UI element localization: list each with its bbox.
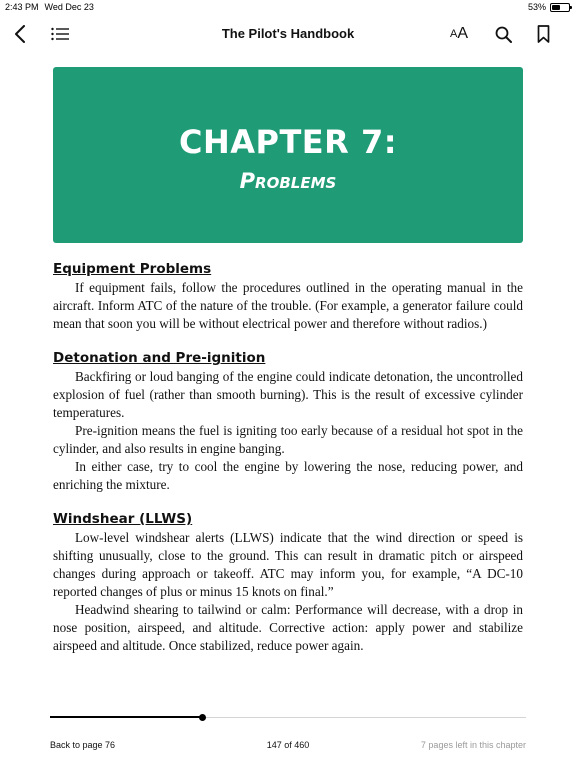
status-time: 2:43 PM <box>5 2 39 12</box>
paragraph: Backfiring or loud banging of the engine could indicate detonation, the uncontrolled explosion of fuel (rather than smooth burning). This is the result of excessive cylinder temperatures. <box>53 369 523 420</box>
section-equipment <box>53 259 523 333</box>
page-content <box>53 259 523 670</box>
status-time-date <box>5 2 100 12</box>
section-detonation <box>53 348 523 494</box>
page-counter: 147 of 460 <box>266 740 310 750</box>
status-date: Wed Dec 23 <box>44 2 94 12</box>
chapter-title: Problems <box>239 169 337 193</box>
section-heading: Windshear (LLWS) <box>53 511 193 527</box>
battery-percent: 53% <box>527 2 546 12</box>
paragraph: Pre-ignition means the fuel is igniting too early because of a residual hot spot in the cylinder, and also results in engine banging. <box>53 423 523 456</box>
status-bar <box>0 0 576 14</box>
section-windshear <box>53 509 523 655</box>
paragraph: Headwind shearing to tailwind or calm: Performance will decrease, with a drop in nose position, airspeed, and altitude. Corrective action: apply power and stabilize airspeed and altitude. Once stabilized, reduce power again. <box>53 602 523 653</box>
search-icon[interactable] <box>492 18 514 50</box>
paragraph: In either case, try to cool the engine by lowering the nose, reducing power, and enriching the mixture. <box>53 459 523 492</box>
reader-toolbar <box>0 18 576 50</box>
section-heading: Detonation and Pre-ignition <box>53 350 266 366</box>
book-title: The Pilot's Handbook <box>221 26 355 41</box>
table-of-contents-icon[interactable] <box>49 18 71 50</box>
reading-progress-slider[interactable] <box>50 716 526 720</box>
battery-icon <box>550 3 570 12</box>
pages-left-label: 7 pages left in this chapter <box>420 740 526 750</box>
progress-fill <box>50 716 202 718</box>
text-size-icon[interactable]: A A <box>449 25 468 42</box>
paragraph: If equipment fails, follow the procedures outlined in the operating manual in the aircraft. Inform ATC of the nature of the trouble. (For example, a generator failure could mean that soon you will be without electrical power and therefore without radios.) <box>53 280 523 331</box>
paragraph: Low-level windshear alerts (LLWS) indicate that the wind direction or speed is shifting unusually, close to the ground. This can result in dramatic pitch or airspeed changes during approach or takeoff. ATC may inform you, for example, “A DC-10 reported changes of plus or minus 15 knots on final.” <box>53 530 523 599</box>
bookmark-icon[interactable] <box>532 18 554 50</box>
chapter-banner <box>53 67 523 243</box>
back-to-page-link[interactable]: Back to page 76 <box>50 740 116 750</box>
back-chevron-icon[interactable] <box>8 18 32 50</box>
section-heading: Equipment Problems <box>53 261 212 277</box>
chapter-number: CHAPTER 7: <box>178 123 397 161</box>
progress-knob[interactable] <box>199 714 206 721</box>
status-battery <box>528 2 570 12</box>
